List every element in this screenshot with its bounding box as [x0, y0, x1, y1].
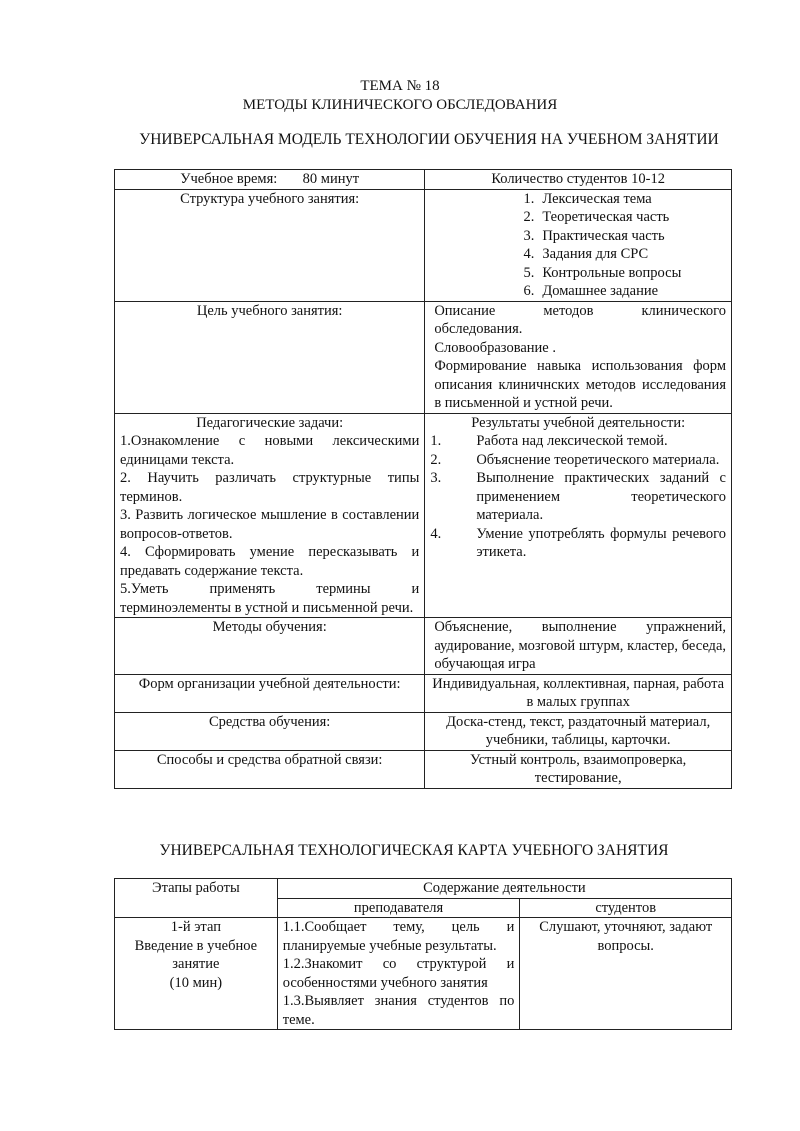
goal-cell — [425, 301, 732, 413]
forms-label: Форм организации учебной деятельности: — [115, 674, 425, 712]
stage1-students: Слушают, уточняют, задают вопросы. — [520, 918, 732, 1030]
table-row — [115, 918, 732, 1030]
stage1-teacher — [277, 918, 520, 1030]
list-item: 1.3.Выявляет знания студентов по теме. — [282, 993, 515, 1028]
topic-number: ТЕМА № 18 — [360, 78, 440, 94]
list-item — [510, 245, 726, 264]
means-label: Средства обучения: — [115, 712, 425, 750]
stage1-cell — [115, 918, 278, 1030]
study-time-cell — [115, 170, 425, 190]
table-row — [115, 189, 732, 301]
topic-title: МЕТОДЫ КЛИНИЧЕСКОГО ОБСЛЕДОВАНИЯ — [242, 97, 558, 113]
list-item-number: 2. — [523, 209, 535, 225]
feedback-value: Устный контроль, взаимопроверка, тестирование, — [425, 750, 732, 788]
table-row — [115, 301, 732, 413]
structure-cell — [425, 189, 732, 301]
stage1-duration: (10 мин) — [169, 974, 223, 991]
results-label: Результаты учебной деятельности: — [471, 414, 686, 431]
list-item-text: Теоретическая часть — [542, 209, 670, 225]
table-row — [115, 712, 732, 750]
list-item — [430, 432, 726, 451]
list-item — [430, 525, 726, 562]
list-item-number: 1. — [430, 433, 442, 449]
goal-line: Описание методов клинического обследования. — [434, 302, 726, 337]
list-item: 1.2.Знакомит со структурой и особенностями учебного занятия — [282, 956, 515, 991]
list-item — [510, 264, 726, 283]
table-row — [115, 413, 732, 618]
study-time-value: 80 минут — [302, 171, 360, 187]
stage1-desc: Введение в учебное занятие — [134, 937, 258, 972]
col-students: студентов — [520, 898, 732, 918]
list-item-text: Контрольные вопросы — [542, 264, 682, 281]
table-row — [115, 674, 732, 712]
structure-list — [510, 190, 726, 301]
table-row — [115, 618, 732, 675]
structure-label: Структура учебного занятия: — [115, 189, 425, 301]
list-item: 1.1.Сообщает тему, цель и планируемые учебные результаты. — [282, 919, 515, 954]
list-item-text: Задания для СРС — [542, 246, 649, 262]
list-item — [510, 227, 726, 246]
list-item-number: 4. — [523, 246, 535, 262]
list-item-number: 6. — [523, 283, 535, 299]
list-item-text: Работа над лексической темой. — [476, 433, 668, 449]
list-item-number: 3. — [430, 470, 442, 486]
results-cell — [425, 413, 732, 618]
list-item-number: 5. — [523, 264, 535, 281]
list-item-number: 1. — [523, 190, 535, 207]
list-item — [510, 208, 726, 227]
forms-value: Индивидуальная, коллективная, парная, работа в малых группах — [425, 674, 732, 712]
list-item-text: Лексическая тема — [542, 190, 652, 207]
means-value: Доска-стенд, текст, раздаточный материал, учебники, таблицы, карточки. — [425, 712, 732, 750]
card-table — [114, 878, 732, 1030]
table-row — [115, 170, 732, 190]
ped-label: Педагогические задачи: — [196, 414, 344, 431]
list-item: 2. Научить различать структурные типы терминов. — [120, 470, 420, 505]
list-item-text: Домашнее задание — [542, 283, 659, 299]
list-item: 3. Развить логическое мышление в составлении вопросов-ответов. — [120, 507, 420, 542]
goal-label: Цель учебного занятия: — [115, 301, 425, 413]
ped-cell — [115, 413, 425, 618]
list-item-text: Практическая часть — [542, 227, 665, 244]
stage1-teacher-list — [283, 918, 515, 1029]
students-count: Количество студентов 10-12 — [425, 170, 732, 190]
col-stages: Этапы работы — [115, 879, 278, 918]
ped-list — [120, 432, 419, 617]
methods-value: Объяснение, выполнение упражнений, аудирование, мозговой штурм, кластер, беседа, обучающая игра — [425, 618, 732, 675]
list-item-number: 3. — [523, 227, 535, 244]
topic-header — [0, 77, 800, 115]
goal-line: Словообразование . — [434, 339, 556, 356]
card-title: УНИВЕРСАЛЬНАЯ ТЕХНОЛОГИЧЕСКАЯ КАРТА УЧЕБНОГО ЗАНЯТИЯ — [159, 842, 669, 859]
study-time-label: Учебное время: — [180, 171, 278, 187]
col-content: Содержание деятельности — [277, 879, 731, 899]
list-item — [510, 190, 726, 209]
goal-line: Формирование навыка использования форм описания клиничнских методов исследования в письменной и устной речи. — [434, 358, 726, 411]
model-table — [114, 169, 732, 789]
list-item-number: 4. — [430, 525, 442, 542]
list-item: 1.Ознакомление с новыми лексическими единицами текста. — [120, 433, 420, 468]
table-row — [115, 879, 732, 899]
list-item-text: Объяснение теоретического материала. — [476, 451, 720, 468]
feedback-label: Способы и средства обратной связи: — [115, 750, 425, 788]
goal-text — [434, 302, 726, 413]
results-list — [430, 432, 726, 562]
list-item-number: 2. — [430, 451, 442, 468]
list-item — [430, 469, 726, 525]
col-teacher: преподавателя — [277, 898, 520, 918]
stage1-name: 1-й этап — [170, 919, 221, 935]
table-row — [115, 750, 732, 788]
list-item-text: Выполнение практических заданий с применением теоретического материала. — [476, 470, 726, 523]
list-item: 5.Уметь применять термины и терминоэлементы в устной и письменной речи. — [120, 581, 420, 616]
methods-label: Методы обучения: — [115, 618, 425, 675]
list-item: 4. Сформировать умение пересказывать и предавать содержание текста. — [120, 544, 420, 579]
list-item-text: Умение употреблять формулы речевого этикета. — [476, 525, 726, 560]
model-title: УНИВЕРСАЛЬНАЯ МОДЕЛЬ ТЕХНОЛОГИИ ОБУЧЕНИЯ НА УЧЕБНОМ ЗАНЯТИИ — [139, 131, 719, 148]
list-item — [510, 282, 726, 301]
list-item — [430, 451, 726, 470]
